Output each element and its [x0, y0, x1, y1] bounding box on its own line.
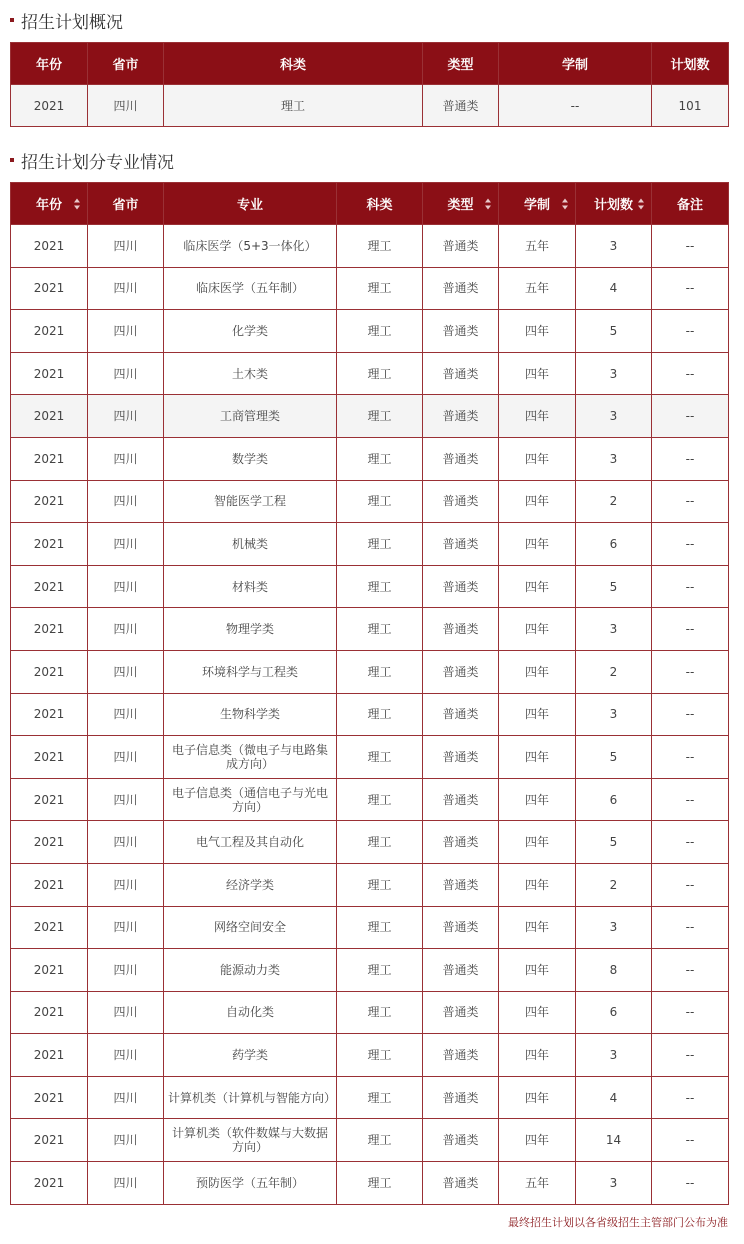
table-cell: 四川 [88, 310, 164, 353]
table-cell: 普通类 [423, 310, 499, 353]
overview-header-3 [423, 43, 499, 85]
header-label: 备注 [676, 198, 703, 213]
table-cell: 普通类 [423, 778, 499, 821]
table-cell: 四年 [499, 608, 576, 651]
table-row [11, 906, 729, 949]
table-cell: 四川 [88, 778, 164, 821]
table-row [11, 565, 729, 608]
table-cell: -- [652, 480, 729, 523]
table-cell: 普通类 [423, 863, 499, 906]
header-label: 年份 [35, 198, 62, 213]
table-cell: 四年 [499, 778, 576, 821]
table-cell: 网络空间安全 [164, 906, 337, 949]
table-cell: 2021 [11, 693, 88, 736]
table-cell: 生物科学类 [164, 693, 337, 736]
table-cell: 3 [576, 608, 652, 651]
table-cell: 四年 [499, 352, 576, 395]
table-cell: 理工 [337, 821, 423, 864]
table-cell: 理工 [337, 267, 423, 310]
table-cell: 普通类 [423, 693, 499, 736]
table-cell: 普通类 [423, 1034, 499, 1077]
header-label: 科类 [279, 58, 306, 73]
table-row [11, 863, 729, 906]
table-cell: 3 [576, 1034, 652, 1077]
table-cell: 理工 [337, 608, 423, 651]
table-cell: 理工 [337, 991, 423, 1034]
sort-arrows-icon[interactable] [74, 198, 80, 209]
table-cell: 四川 [88, 1162, 164, 1205]
table-cell: -- [652, 1034, 729, 1077]
table-cell: 四川 [88, 1076, 164, 1119]
table-row [11, 352, 729, 395]
overview-header-1 [88, 43, 164, 85]
overview-header-5 [652, 43, 729, 85]
header-label: 专业 [236, 198, 263, 213]
table-cell: 3 [576, 693, 652, 736]
table-cell: 能源动力类 [164, 949, 337, 992]
table-cell: 四年 [499, 523, 576, 566]
table-cell: 2 [576, 863, 652, 906]
table-cell: 四年 [499, 310, 576, 353]
overview-section-title [10, 8, 123, 32]
table-row [11, 991, 729, 1034]
table-cell: 2021 [11, 85, 88, 127]
table-cell: -- [652, 565, 729, 608]
table-cell: 四年 [499, 821, 576, 864]
table-cell: 四川 [88, 650, 164, 693]
table-cell: 四年 [499, 906, 576, 949]
table-cell: -- [652, 352, 729, 395]
table-cell: 4 [576, 1076, 652, 1119]
table-cell: 3 [576, 352, 652, 395]
table-cell: 2021 [11, 608, 88, 651]
table-cell: -- [652, 608, 729, 651]
table-cell: -- [652, 267, 729, 310]
overview-table [10, 42, 729, 127]
table-cell: 理工 [337, 395, 423, 438]
header-label: 计划数 [593, 198, 633, 213]
table-cell: 101 [652, 85, 729, 127]
table-cell: 理工 [337, 650, 423, 693]
table-cell: 四年 [499, 1034, 576, 1077]
table-cell: 智能医学工程 [164, 480, 337, 523]
table-cell: 理工 [337, 1034, 423, 1077]
table-row [11, 608, 729, 651]
table-cell: 2021 [11, 352, 88, 395]
title-marker-icon [10, 18, 14, 22]
table-cell: -- [652, 1162, 729, 1205]
table-row [11, 480, 729, 523]
table-row [11, 693, 729, 736]
table-cell: 理工 [337, 565, 423, 608]
table-cell: 3 [576, 395, 652, 438]
table-cell: 物理学类 [164, 608, 337, 651]
sort-arrows-icon[interactable] [562, 198, 568, 209]
table-cell: 2021 [11, 863, 88, 906]
table-cell: 2021 [11, 906, 88, 949]
table-cell: 2021 [11, 1119, 88, 1162]
table-cell: 经济学类 [164, 863, 337, 906]
table-cell: 普通类 [423, 225, 499, 268]
header-label: 学制 [523, 198, 550, 213]
majors-header-6[interactable] [576, 183, 652, 225]
table-cell: 化学类 [164, 310, 337, 353]
table-cell: 四川 [88, 906, 164, 949]
sort-arrows-icon[interactable] [485, 198, 491, 209]
table-cell: -- [652, 821, 729, 864]
table-cell: 理工 [337, 225, 423, 268]
table-cell: 普通类 [423, 949, 499, 992]
table-row [11, 310, 729, 353]
table-cell: 普通类 [423, 523, 499, 566]
table-row [11, 85, 729, 127]
table-cell: 电子信息类（通信电子与光电方向） [164, 778, 337, 821]
table-cell: 理工 [337, 480, 423, 523]
table-cell: 2 [576, 480, 652, 523]
table-row [11, 949, 729, 992]
majors-header-3 [337, 183, 423, 225]
table-row [11, 395, 729, 438]
header-label: 年份 [35, 58, 62, 73]
table-cell: 四年 [499, 565, 576, 608]
majors-title: 招生计划分专业情况 [21, 152, 174, 173]
table-row [11, 650, 729, 693]
table-cell: 药学类 [164, 1034, 337, 1077]
table-cell: 理工 [337, 1162, 423, 1205]
table-cell: 四川 [88, 736, 164, 779]
table-row [11, 225, 729, 268]
table-cell: -- [652, 906, 729, 949]
majors-header-1 [88, 183, 164, 225]
table-cell: 理工 [337, 863, 423, 906]
table-cell: 理工 [337, 906, 423, 949]
table-cell: 四年 [499, 395, 576, 438]
table-row [11, 778, 729, 821]
table-cell: 四川 [88, 480, 164, 523]
table-cell: -- [652, 437, 729, 480]
table-cell: 普通类 [423, 1119, 499, 1162]
header-label: 省市 [112, 198, 139, 213]
overview-header-4 [499, 43, 652, 85]
table-cell: 2021 [11, 1034, 88, 1077]
table-cell: 普通类 [423, 437, 499, 480]
header-label: 科类 [366, 198, 393, 213]
table-cell: 普通类 [423, 991, 499, 1034]
table-cell: 2021 [11, 267, 88, 310]
table-cell: 四年 [499, 480, 576, 523]
table-cell: 普通类 [423, 480, 499, 523]
table-cell: 四川 [88, 693, 164, 736]
table-cell: 2021 [11, 395, 88, 438]
table-cell: 五年 [499, 267, 576, 310]
overview-header-0 [11, 43, 88, 85]
table-cell: 四年 [499, 693, 576, 736]
table-cell: 四川 [88, 395, 164, 438]
header-label: 类型 [447, 198, 474, 213]
table-cell: 普通类 [423, 267, 499, 310]
table-row [11, 437, 729, 480]
table-cell: 普通类 [423, 565, 499, 608]
table-cell: 计算机类（计算机与智能方向） [164, 1076, 337, 1119]
table-cell: 理工 [337, 437, 423, 480]
table-cell: 2021 [11, 991, 88, 1034]
table-row [11, 1076, 729, 1119]
table-cell: 2021 [11, 225, 88, 268]
table-cell: 理工 [337, 352, 423, 395]
overview-title: 招生计划概况 [21, 12, 123, 33]
table-cell: 6 [576, 778, 652, 821]
table-cell: 理工 [337, 778, 423, 821]
table-cell: -- [652, 991, 729, 1034]
table-cell: 5 [576, 821, 652, 864]
table-cell: 四川 [88, 1034, 164, 1077]
table-cell: 5 [576, 310, 652, 353]
majors-header-2 [164, 183, 337, 225]
table-cell: 四年 [499, 437, 576, 480]
table-cell: 3 [576, 906, 652, 949]
footnote: 最终招生计划以各省级招生主管部门公布为准 [508, 1216, 728, 1229]
header-label: 学制 [561, 58, 588, 73]
table-cell: 数学类 [164, 437, 337, 480]
table-cell: -- [652, 1076, 729, 1119]
table-cell: 普通类 [423, 1076, 499, 1119]
table-cell: 五年 [499, 225, 576, 268]
table-row [11, 267, 729, 310]
table-cell: 普通类 [423, 352, 499, 395]
table-cell: 工商管理类 [164, 395, 337, 438]
majors-header-4[interactable] [423, 183, 499, 225]
overview-header-row [11, 43, 729, 85]
header-label: 省市 [112, 58, 139, 73]
table-cell: 五年 [499, 1162, 576, 1205]
table-cell: 四年 [499, 863, 576, 906]
table-cell: 理工 [164, 85, 423, 127]
table-cell: -- [652, 693, 729, 736]
majors-table [10, 182, 729, 1205]
table-row [11, 1034, 729, 1077]
table-cell: 2021 [11, 736, 88, 779]
table-cell: -- [652, 863, 729, 906]
table-row [11, 1162, 729, 1205]
table-cell: 理工 [337, 1119, 423, 1162]
table-cell: 四川 [88, 565, 164, 608]
table-cell: -- [652, 949, 729, 992]
table-cell: 2021 [11, 778, 88, 821]
table-cell: 四年 [499, 949, 576, 992]
table-cell: 理工 [337, 1076, 423, 1119]
table-cell: 四年 [499, 650, 576, 693]
table-cell: 理工 [337, 310, 423, 353]
table-cell: 普通类 [423, 650, 499, 693]
table-cell: 普通类 [423, 1162, 499, 1205]
table-cell: 理工 [337, 523, 423, 566]
table-cell: 3 [576, 1162, 652, 1205]
table-cell: -- [652, 650, 729, 693]
table-cell: 理工 [337, 693, 423, 736]
table-cell: 普通类 [423, 608, 499, 651]
table-cell: 材料类 [164, 565, 337, 608]
table-cell: -- [652, 1119, 729, 1162]
table-row [11, 736, 729, 779]
table-cell: 2021 [11, 650, 88, 693]
table-cell: 5 [576, 565, 652, 608]
table-cell: 2021 [11, 1076, 88, 1119]
table-cell: 四川 [88, 523, 164, 566]
table-cell: 14 [576, 1119, 652, 1162]
table-cell: 四川 [88, 821, 164, 864]
sort-arrows-icon[interactable] [638, 198, 644, 209]
majors-header-row [11, 183, 729, 225]
table-cell: 3 [576, 225, 652, 268]
table-cell: 普通类 [423, 736, 499, 779]
majors-header-0[interactable] [11, 183, 88, 225]
table-cell: 临床医学（5+3一体化） [164, 225, 337, 268]
table-cell: 2021 [11, 310, 88, 353]
table-cell: 2021 [11, 949, 88, 992]
table-cell: 2021 [11, 480, 88, 523]
table-cell: 4 [576, 267, 652, 310]
table-cell: 2021 [11, 565, 88, 608]
table-cell: 普通类 [423, 821, 499, 864]
title-marker-icon [10, 158, 14, 162]
table-cell: 6 [576, 523, 652, 566]
table-cell: 2021 [11, 523, 88, 566]
table-cell: 8 [576, 949, 652, 992]
table-cell: -- [499, 85, 652, 127]
table-row [11, 821, 729, 864]
table-cell: 2021 [11, 821, 88, 864]
table-cell: 环境科学与工程类 [164, 650, 337, 693]
overview-header-2 [164, 43, 423, 85]
table-cell: 四川 [88, 352, 164, 395]
table-cell: 普通类 [423, 906, 499, 949]
table-cell: 2021 [11, 1162, 88, 1205]
table-cell: 5 [576, 736, 652, 779]
table-cell: 四川 [88, 437, 164, 480]
table-cell: 机械类 [164, 523, 337, 566]
table-cell: 2021 [11, 437, 88, 480]
table-cell: 四川 [88, 863, 164, 906]
table-cell: 普通类 [423, 85, 499, 127]
table-cell: 自动化类 [164, 991, 337, 1034]
table-cell: 四川 [88, 991, 164, 1034]
table-cell: 3 [576, 437, 652, 480]
table-cell: 理工 [337, 949, 423, 992]
table-row [11, 1119, 729, 1162]
table-cell: 2 [576, 650, 652, 693]
table-cell: 四川 [88, 85, 164, 127]
table-cell: 电气工程及其自动化 [164, 821, 337, 864]
table-cell: -- [652, 225, 729, 268]
table-cell: 四川 [88, 225, 164, 268]
table-cell: 电子信息类（微电子与电路集成方向） [164, 736, 337, 779]
table-cell: 理工 [337, 736, 423, 779]
header-label: 类型 [447, 58, 474, 73]
table-row [11, 523, 729, 566]
table-cell: 临床医学（五年制） [164, 267, 337, 310]
table-cell: 四川 [88, 608, 164, 651]
table-cell: 土木类 [164, 352, 337, 395]
table-cell: 四年 [499, 1076, 576, 1119]
table-cell: 四川 [88, 949, 164, 992]
table-cell: -- [652, 736, 729, 779]
majors-header-5[interactable] [499, 183, 576, 225]
table-cell: -- [652, 395, 729, 438]
table-cell: 6 [576, 991, 652, 1034]
header-label: 计划数 [670, 58, 710, 73]
table-cell: 四年 [499, 1119, 576, 1162]
table-cell: 普通类 [423, 395, 499, 438]
majors-header-7 [652, 183, 729, 225]
table-cell: -- [652, 523, 729, 566]
table-cell: 计算机类（软件数媒与大数据方向） [164, 1119, 337, 1162]
table-cell: 四年 [499, 736, 576, 779]
table-cell: 四川 [88, 267, 164, 310]
table-cell: 预防医学（五年制） [164, 1162, 337, 1205]
table-cell: 四川 [88, 1119, 164, 1162]
majors-section-title [10, 148, 174, 172]
table-cell: -- [652, 310, 729, 353]
table-cell: 四年 [499, 991, 576, 1034]
table-cell: -- [652, 778, 729, 821]
